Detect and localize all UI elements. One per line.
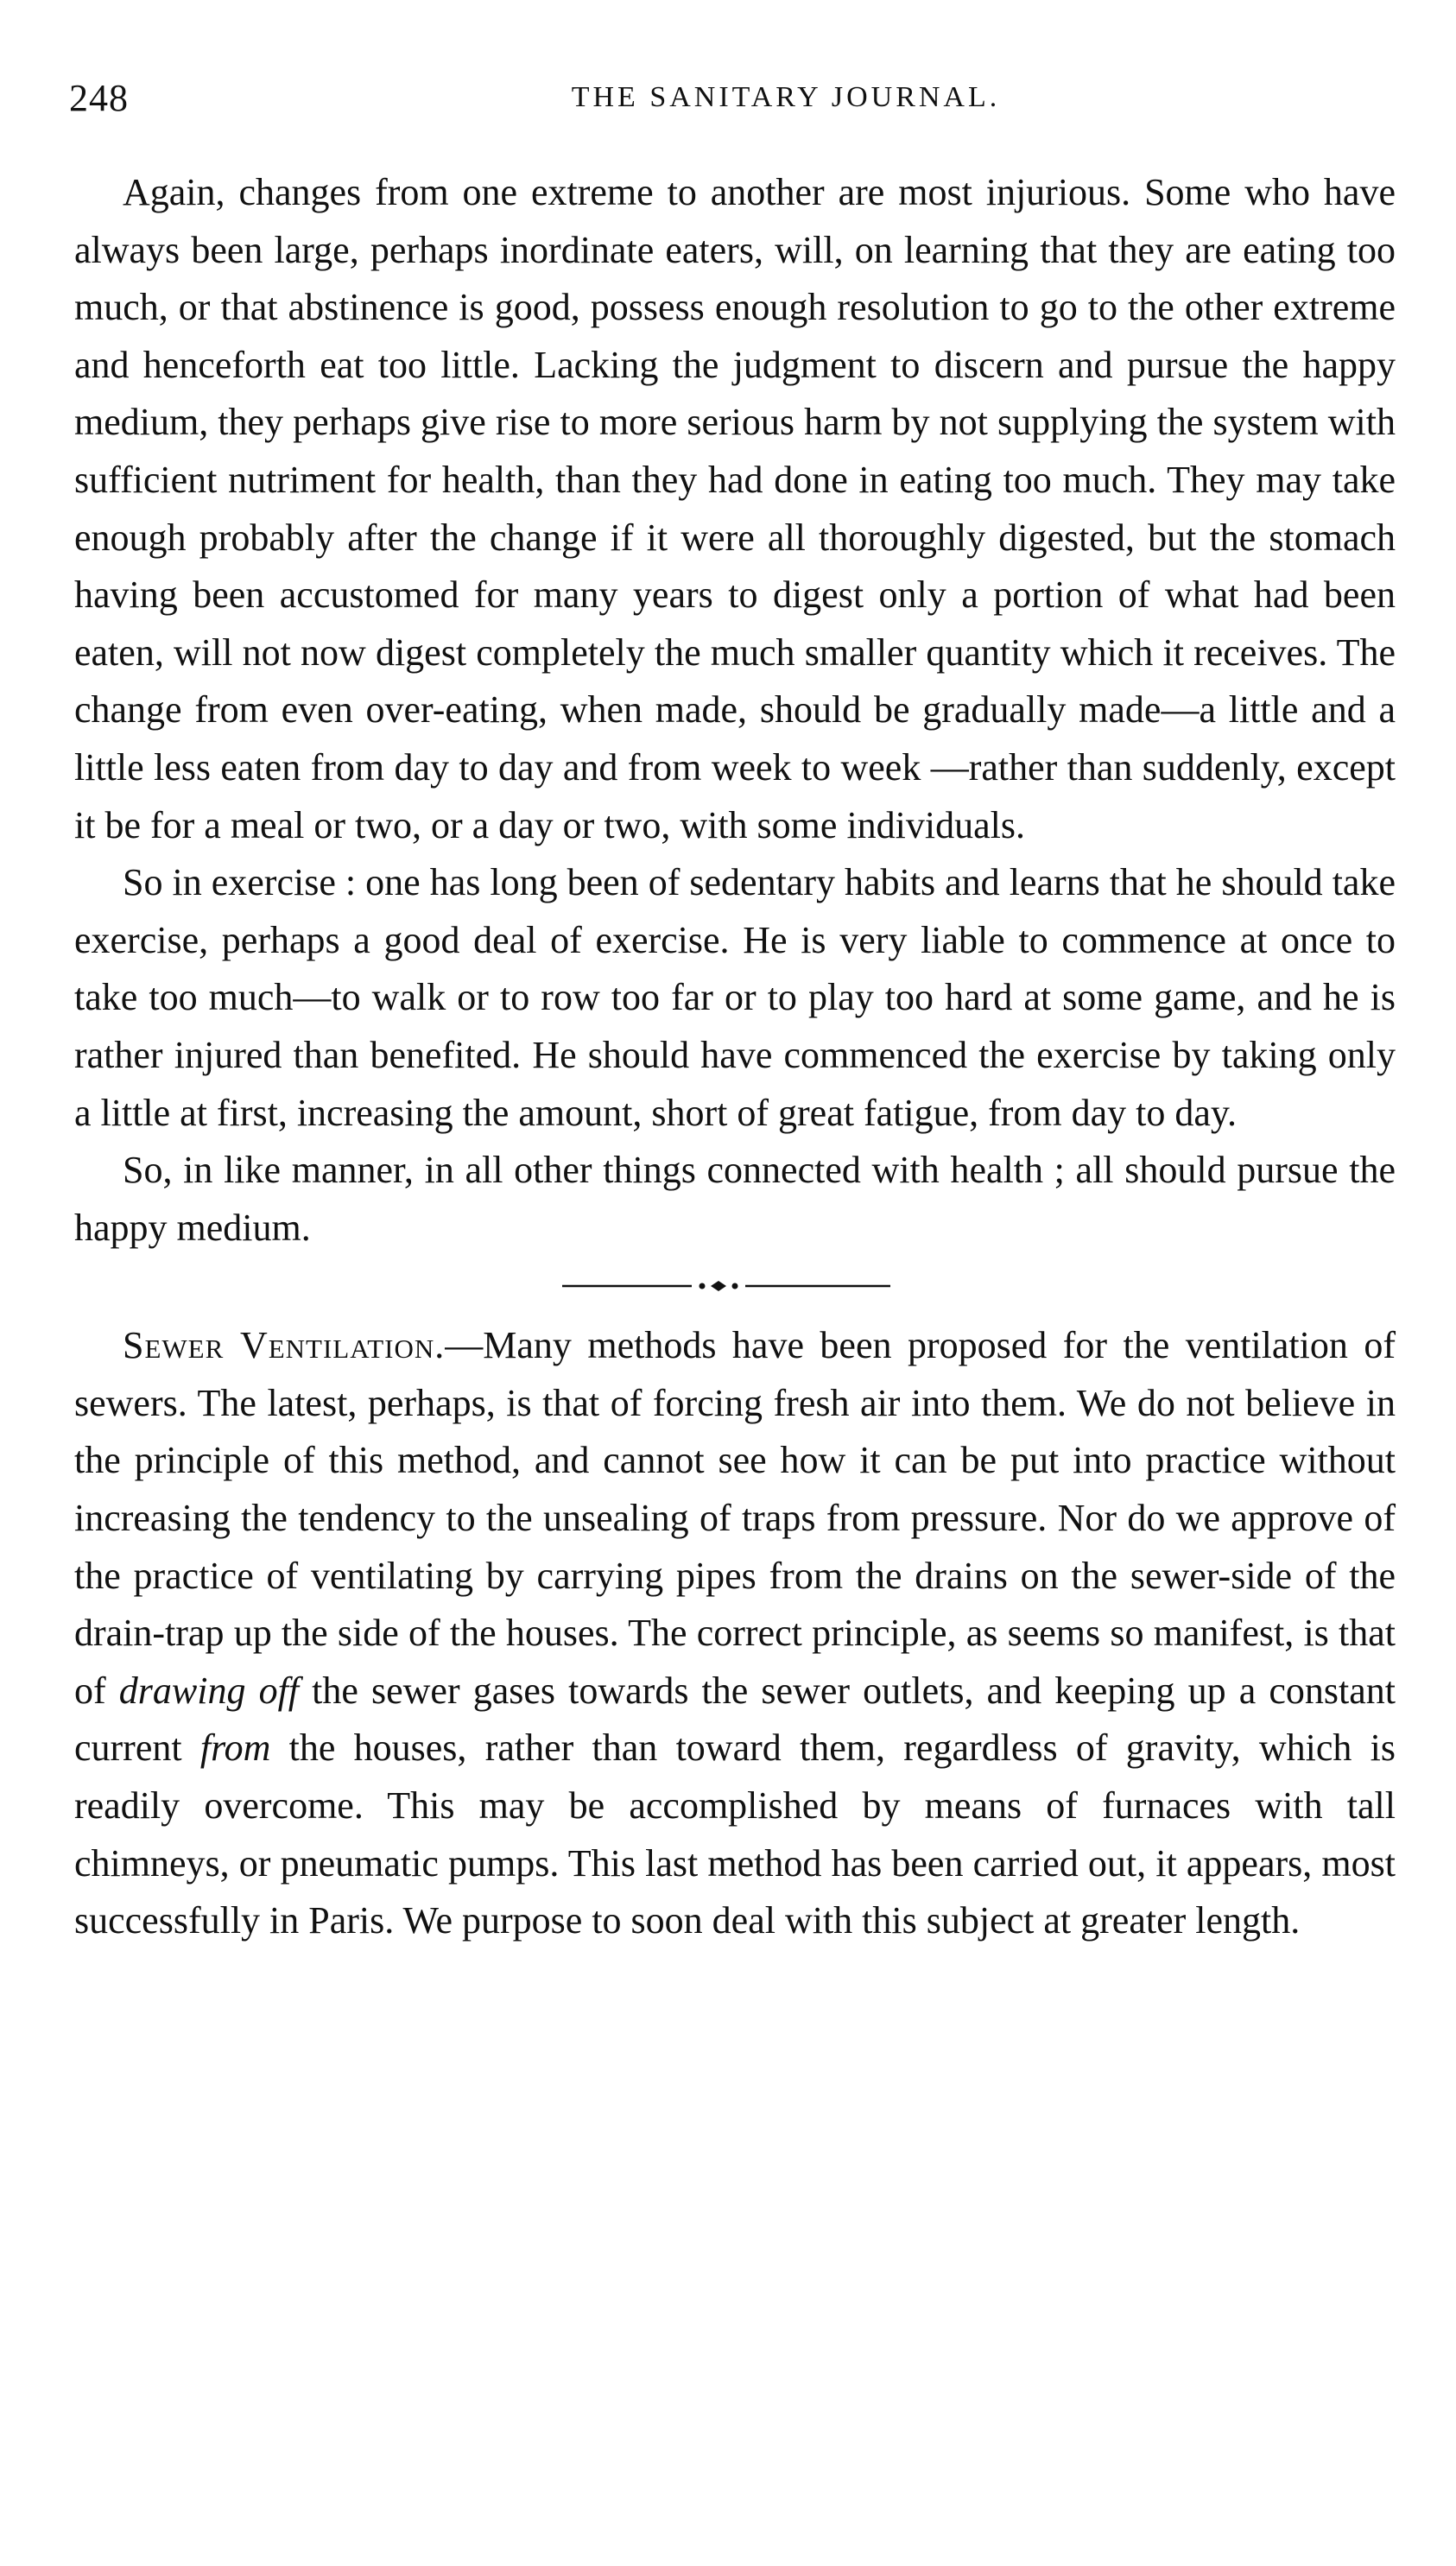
paragraph-changes-extremes: Again, changes from one extreme to another are most injurious. Some who have always been large, perhaps inordinate eaters, will, on learning that they are eating too much, or that abstinence is good, possess enough resolution to go to the other extreme and henceforth eat too little. Lacking the judgment to discern and pursue the happy medium, they perhaps give rise to more serious harm by not supplying the system with sufficient nutriment for health, than they had done in eating too much. They may take enough probably after the change if it were all thoroughly digested, but the stomach having been accustomed for many years to digest only a portion of what had been eaten, will not now digest completely the much smaller quantity which it receives. The change from even over-eating, when made, should be gradually made—a little and a little less eaten from day to day and from week to week —rather than suddenly, except it be for a meal or two, or a day or two, with some individuals.: [74, 171, 1396, 846]
sewer-text-part-3: the houses, rather than toward them, regardless of gravity, which is readily overcome. This may be accomplished by means of furnaces with tall chimneys, or pneumatic pumps. This last method has been carried out, it appears, most successfully in Paris. We purpose to soon deal with this subject at greater length.: [74, 1727, 1396, 1942]
divider-ornament: [562, 1277, 890, 1295]
paragraph-happy-medium: So, in like manner, in all other things connected with health ; all should pursue the happy medium.: [74, 1149, 1396, 1249]
sewer-text-part-2: the sewer gases towards the sewer outlets, and keeping up a constant current: [74, 1669, 1396, 1770]
section-divider: [74, 1257, 1396, 1317]
paragraph-exercise: So in exercise : one has long been of sedentary habits and learns that he should take exercise, perhaps a good deal of exercise. He is very liable to commence at once to take too much—to walk or to row too far or to play too hard at some game, and he is rather injured than benefited. He should have commenced the exercise by taking only a little at first, increasing the amount, short of great fatigue, from day to day.: [74, 861, 1396, 1134]
emphasis-from: from: [199, 1727, 271, 1770]
running-head: [69, 76, 1399, 128]
paragraph-sewer-ventilation: [74, 1317, 1396, 1950]
section-heading-sewer-ventilation: Sewer Ventilation.: [123, 1324, 446, 1367]
emphasis-drawing-off: drawing off: [118, 1669, 300, 1712]
sewer-text-part-1: —Many methods have been proposed for the ventilation of sewers. The latest, perhaps, is that of forcing fresh air into them. We do not believe in the principle of this method, and cannot see how it can be put into practice without increasing the tendency to the unsealing of traps from pressure. Nor do we approve of the practice of ventilating by carrying pipes from the drains on the sewer-side of the drain-trap up the side of the houses. The correct principle, as seems so manifest, is that of: [74, 1324, 1396, 1712]
article-body: [74, 164, 1396, 1950]
page-number: 248: [69, 77, 129, 119]
journal-title: THE SANITARY JOURNAL.: [571, 81, 1001, 113]
